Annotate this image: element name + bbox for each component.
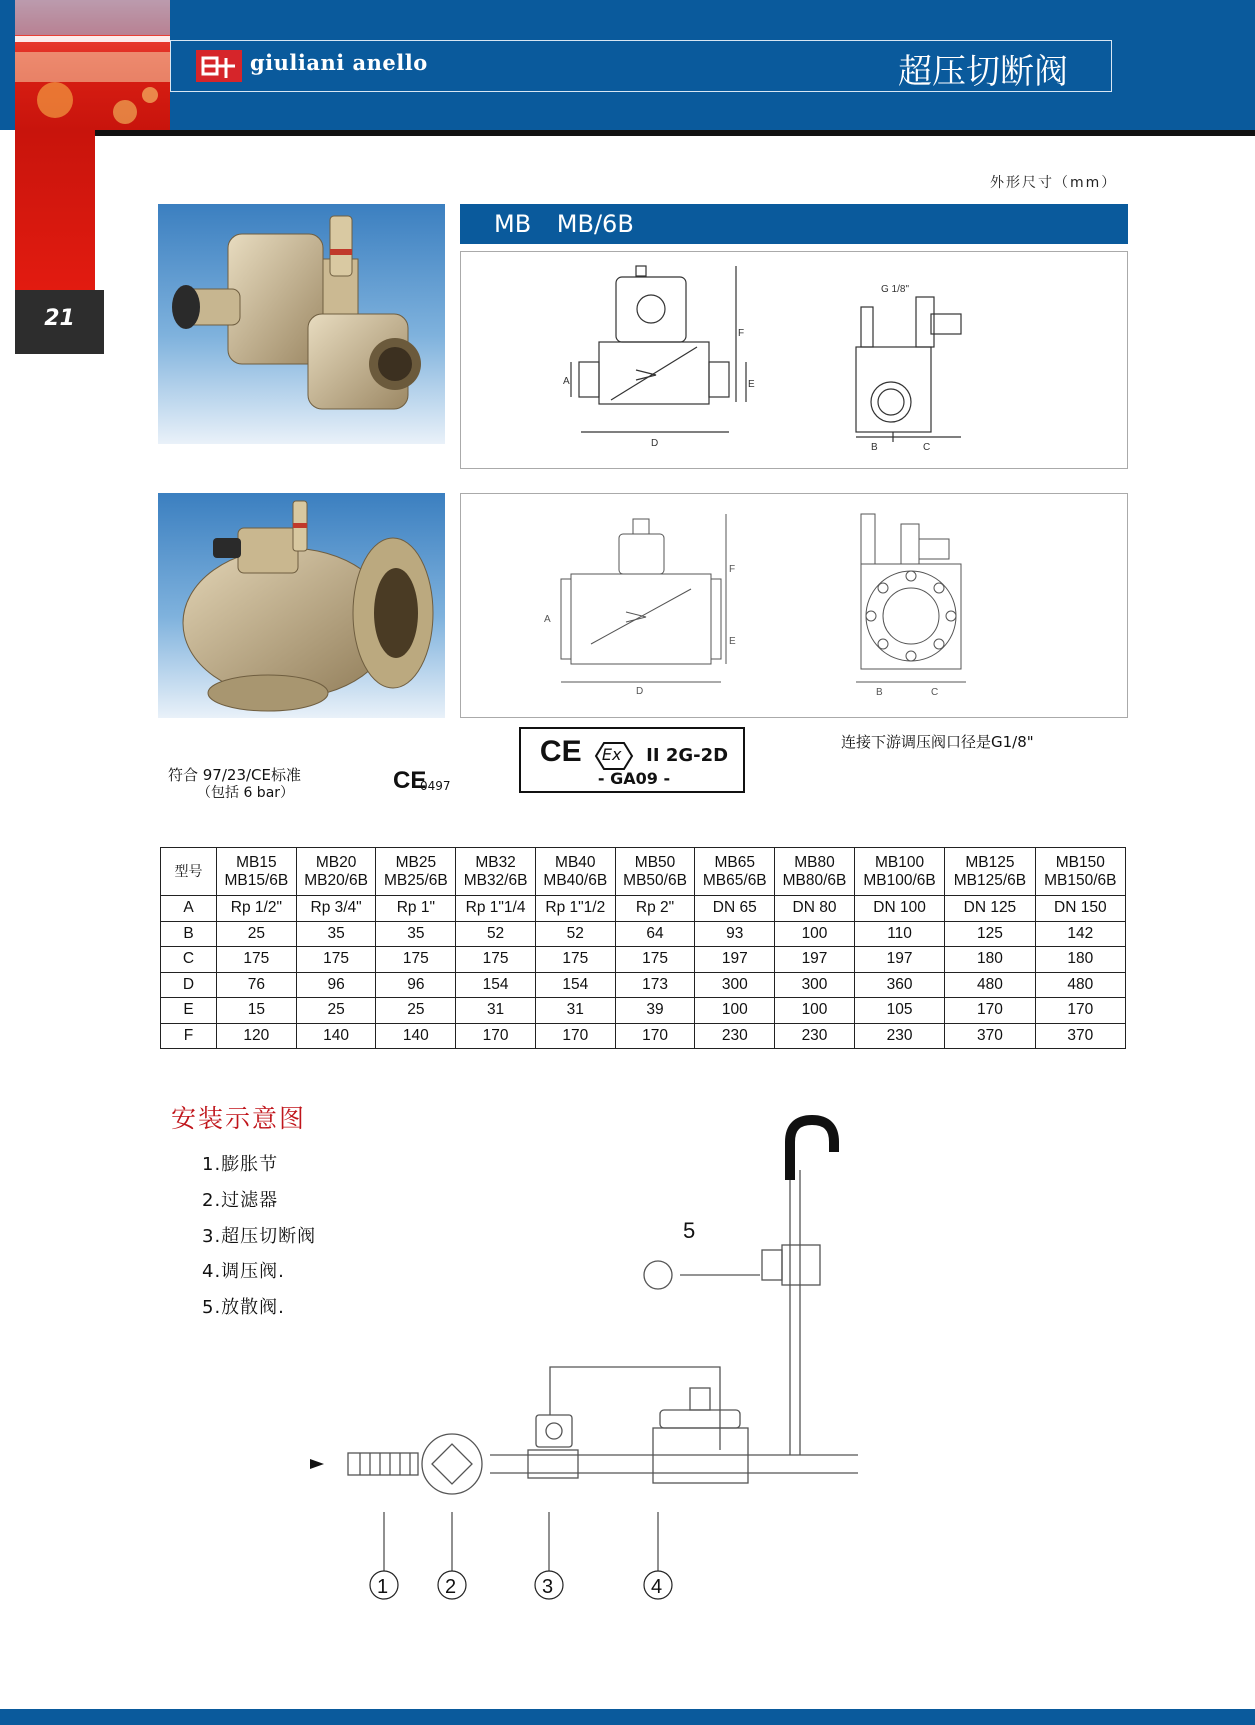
- ce-mark: CE: [539, 735, 582, 768]
- table-cell: DN 150: [1035, 896, 1125, 922]
- table-cell: 370: [945, 1023, 1035, 1049]
- legend-item-5: 5.放散阀.: [202, 1297, 285, 1318]
- header-divider: [95, 130, 1255, 136]
- table-row: [161, 972, 1126, 998]
- cert-code: - GA09 -: [597, 769, 671, 788]
- header-red-strip: [15, 0, 170, 130]
- footer-band: [0, 1709, 1255, 1725]
- callout-5: 5: [683, 1218, 696, 1243]
- table-cell: 197: [695, 947, 775, 973]
- table-cell: Rp 3/4": [296, 896, 376, 922]
- table-column-header: [775, 848, 855, 896]
- table-cell: 31: [535, 998, 615, 1024]
- table-row-label: A: [161, 896, 217, 922]
- column-model-6b: MB20/6B: [304, 871, 368, 889]
- standard-note-sub: （包括 6 bar）: [197, 785, 295, 801]
- table-cell: 35: [376, 921, 456, 947]
- column-model: MB15: [236, 853, 277, 871]
- table-cell: 170: [535, 1023, 615, 1049]
- table-column-header: [296, 848, 376, 896]
- ce-notified-body: 0497: [420, 779, 451, 793]
- table-cell: 197: [775, 947, 855, 973]
- table-cell: 180: [1035, 947, 1125, 973]
- table-cell: 480: [1035, 972, 1125, 998]
- cert-category: II 2G-2D: [646, 745, 729, 766]
- table-cell: 175: [376, 947, 456, 973]
- dim-label-b-2: B: [876, 687, 883, 698]
- column-model-6b: MB65/6B: [702, 871, 767, 889]
- product-photo-flanged: [158, 493, 445, 718]
- table-cell: 180: [945, 947, 1035, 973]
- dim-label-f-2: F: [729, 564, 736, 575]
- column-model: MB150: [1055, 853, 1105, 871]
- installation-diagram: [300, 1110, 880, 1610]
- table-row-label: C: [161, 947, 217, 973]
- column-model-6b: MB125/6B: [953, 871, 1027, 889]
- certification-box: [519, 727, 745, 793]
- model-header-bar: MB MB/6B: [460, 204, 1128, 244]
- table-cell: Rp 1"1/2: [535, 896, 615, 922]
- table-cell: DN 80: [775, 896, 855, 922]
- table-cell: 154: [535, 972, 615, 998]
- table-cell: 170: [945, 998, 1035, 1024]
- table-cell: 93: [695, 921, 775, 947]
- table-column-header: [945, 848, 1035, 896]
- table-cell: 96: [296, 972, 376, 998]
- table-cell: 175: [535, 947, 615, 973]
- table-cell: DN 65: [695, 896, 775, 922]
- column-model-6b: MB32/6B: [463, 871, 528, 889]
- table-column-header: [1035, 848, 1125, 896]
- column-model: MB20: [315, 853, 357, 871]
- ex-symbol: Ex: [601, 745, 622, 764]
- column-model: MB40: [555, 853, 596, 871]
- technical-drawing-threaded: [460, 251, 1128, 469]
- dim-label-d-2: D: [636, 686, 644, 697]
- table-cell: 39: [615, 998, 695, 1024]
- column-model: MB100: [874, 853, 925, 871]
- table-cell: Rp 1"1/4: [456, 896, 536, 922]
- table-row: [161, 947, 1126, 973]
- table-cell: 154: [456, 972, 536, 998]
- table-cell: Rp 1": [376, 896, 456, 922]
- brand-logo-icon: [196, 50, 242, 82]
- side-red-strip: [15, 130, 95, 290]
- unit-note: 外形尺寸（mm）: [990, 175, 1118, 191]
- table-cell: 300: [695, 972, 775, 998]
- table-cell: 31: [456, 998, 536, 1024]
- table-cell: 170: [1035, 998, 1125, 1024]
- connection-note: 连接下游调压阀口径是G1/8": [841, 733, 1034, 751]
- table-row-label: B: [161, 921, 217, 947]
- table-row: [161, 998, 1126, 1024]
- table-column-header: [615, 848, 695, 896]
- table-body: [161, 896, 1126, 1049]
- table-cell: 173: [615, 972, 695, 998]
- column-model: MB50: [634, 853, 676, 871]
- table-cell: 35: [296, 921, 376, 947]
- table-cell: 175: [296, 947, 376, 973]
- table-cell: 230: [695, 1023, 775, 1049]
- column-model-6b: MB80/6B: [782, 871, 847, 889]
- table-row: [161, 896, 1126, 922]
- table-cell: 360: [854, 972, 944, 998]
- page-number: 21: [44, 306, 75, 331]
- table-cell: 105: [854, 998, 944, 1024]
- table-cell: Rp 2": [615, 896, 695, 922]
- dim-label-g: G 1/8": [881, 284, 910, 295]
- table-row: [161, 1023, 1126, 1049]
- table-header-row: [161, 848, 1126, 896]
- legend-item-3: 3.超压切断阀: [202, 1226, 317, 1247]
- table-cell: 125: [945, 921, 1035, 947]
- marker-2: 2: [445, 1576, 457, 1598]
- dim-label-e: E: [748, 379, 755, 390]
- ex-hexagon-icon: [594, 741, 634, 771]
- dim-label-c-2: C: [931, 687, 939, 698]
- table-cell: 100: [775, 998, 855, 1024]
- table-cell: 170: [456, 1023, 536, 1049]
- table-column-header: [535, 848, 615, 896]
- dim-label-d: D: [651, 438, 659, 449]
- table-cell: 120: [217, 1023, 297, 1049]
- flame-pattern: [15, 0, 170, 130]
- table-cell: 300: [775, 972, 855, 998]
- table-cell: 230: [775, 1023, 855, 1049]
- page-title: 超压切断阀: [898, 52, 1068, 92]
- table-cell: DN 100: [854, 896, 944, 922]
- table-cell: 25: [296, 998, 376, 1024]
- dim-label-a-2: A: [544, 614, 551, 625]
- table-cell: 140: [376, 1023, 456, 1049]
- table-cell: 25: [376, 998, 456, 1024]
- column-model: MB80: [794, 853, 835, 871]
- marker-4: 4: [651, 1576, 663, 1598]
- column-model: MB125: [965, 853, 1015, 871]
- dim-label-a: A: [563, 376, 570, 387]
- table-cell: 64: [615, 921, 695, 947]
- dim-label-e-2: E: [729, 636, 736, 647]
- table-cell: 52: [456, 921, 536, 947]
- column-model: MB25: [395, 853, 437, 871]
- table-cell: 140: [296, 1023, 376, 1049]
- column-model-6b: MB15/6B: [224, 871, 289, 889]
- table-column-header: [217, 848, 297, 896]
- install-title: 安装示意图: [171, 1104, 307, 1133]
- table-cell: 142: [1035, 921, 1125, 947]
- dim-label-b: B: [871, 442, 878, 453]
- table-column-header: [695, 848, 775, 896]
- table-column-header: [376, 848, 456, 896]
- table-cell: 370: [1035, 1023, 1125, 1049]
- column-model: MB32: [475, 853, 516, 871]
- table-row-label: D: [161, 972, 217, 998]
- table-row-label: F: [161, 1023, 217, 1049]
- table-row: [161, 921, 1126, 947]
- column-model-6b: MB150/6B: [1044, 871, 1117, 889]
- ce-mark-small: CE: [393, 767, 427, 794]
- legend-item-2: 2.过滤器: [202, 1190, 279, 1211]
- table-cell: 170: [615, 1023, 695, 1049]
- column-model: MB65: [714, 853, 756, 871]
- table-row-label: E: [161, 998, 217, 1024]
- table-cell: 15: [217, 998, 297, 1024]
- table-cell: 175: [217, 947, 297, 973]
- table-cell: 197: [854, 947, 944, 973]
- brand-name: giuliani anello: [250, 50, 428, 75]
- table-cell: Rp 1/2": [217, 896, 297, 922]
- marker-3: 3: [542, 1576, 554, 1598]
- table-cell: 100: [775, 921, 855, 947]
- table-cell: 110: [854, 921, 944, 947]
- table-cell: 100: [695, 998, 775, 1024]
- table-cell: 230: [854, 1023, 944, 1049]
- marker-1: 1: [377, 1576, 389, 1598]
- product-photo-threaded: [158, 204, 445, 444]
- table-column-header: [854, 848, 944, 896]
- legend-item-4: 4.调压阀.: [202, 1261, 285, 1282]
- drawing-flanged-svg: [461, 494, 1127, 717]
- table-cell: DN 125: [945, 896, 1035, 922]
- legend-item-1: 1.膨胀节: [202, 1154, 279, 1175]
- dim-label-f: F: [738, 328, 745, 339]
- standard-note: 符合 97/23/CE标准: [168, 766, 302, 784]
- column-model-6b: MB100/6B: [863, 871, 936, 889]
- table-cell: 96: [376, 972, 456, 998]
- table-corner: 型号: [161, 848, 217, 896]
- table-column-header: [456, 848, 536, 896]
- column-model-6b: MB25/6B: [383, 871, 448, 889]
- table-cell: 480: [945, 972, 1035, 998]
- table-cell: 175: [456, 947, 536, 973]
- table-cell: 175: [615, 947, 695, 973]
- table-cell: 25: [217, 921, 297, 947]
- table-cell: 76: [217, 972, 297, 998]
- dim-label-c: C: [923, 442, 931, 453]
- column-model-6b: MB40/6B: [543, 871, 608, 889]
- drawing-threaded-svg: [461, 252, 1127, 468]
- table-cell: 52: [535, 921, 615, 947]
- dimension-table: [160, 847, 1126, 1049]
- column-model-6b: MB50/6B: [623, 871, 687, 889]
- technical-drawing-flanged: [460, 493, 1128, 718]
